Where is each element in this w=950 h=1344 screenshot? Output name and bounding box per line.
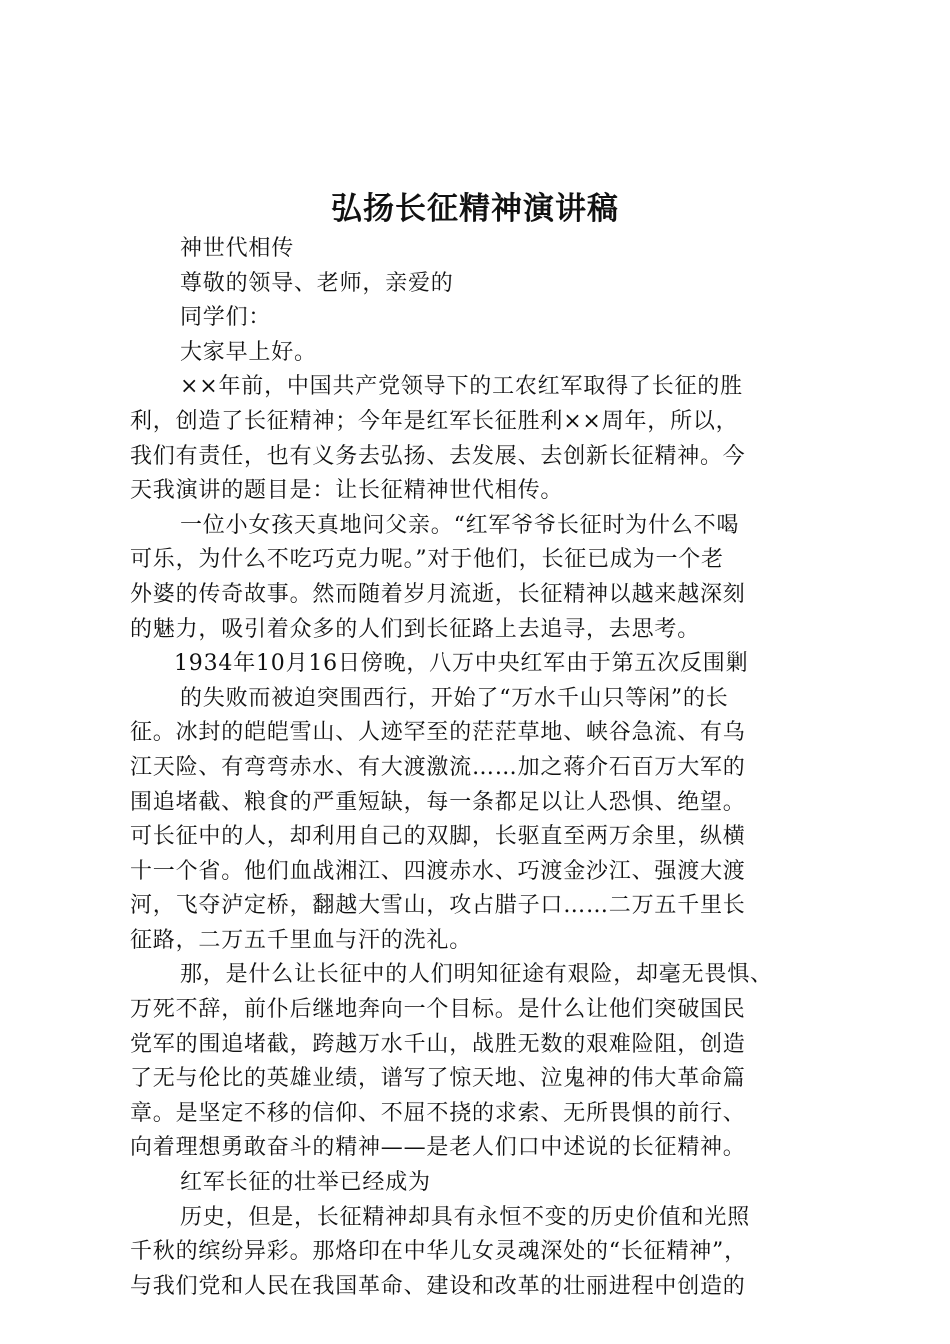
text-line: 章。是坚定不移的信仰、不屈不挠的求索、无所畏惧的前行、 [130, 1100, 746, 1126]
text-line: 党军的围追堵截，跨越万水千山，战胜无数的艰难险阻，创造 [130, 1031, 746, 1057]
text-line: 的失败而被迫突围西行，开始了“万水千山只等闲”的长 [180, 685, 729, 711]
text-line: ××年前，中国共产党领导下的工农红军取得了长征的胜 [180, 374, 743, 400]
text-line: 的魅力，吸引着众多的人们到长征路上去追寻，去思考。 [130, 616, 701, 642]
text-line: 尊敬的领导、老师，亲爱的 [180, 270, 454, 296]
text-line: 征路，二万五千里血与汗的洗礼。 [130, 927, 473, 953]
text-line: 千秋的缤纷异彩。那烙印在中华儿女灵魂深处的“长征精神”， [130, 1239, 747, 1265]
text-line: 神世代相传 [180, 236, 295, 261]
text-line: 万死不辞，前仆后继地奔向一个目标。是什么让他们突破国民 [130, 997, 746, 1023]
document-title: 弘扬长征精神演讲稿 [331, 191, 619, 227]
text-line: 十一个省。他们血战湘江、四渡赤水、巧渡金沙江、强渡大渡 [130, 858, 746, 884]
text-line: 大家早上好。 [180, 339, 317, 365]
text-line: 我们有责任，也有义务去弘扬、去发展、去创新长征精神。今 [130, 443, 746, 469]
text-line: 一位小女孩天真地问父亲。“红军爷爷长征时为什么不喝 [180, 512, 740, 538]
text-line: 可乐，为什么不吃巧克力呢。”对于他们，长征已成为一个老 [130, 547, 724, 573]
text-line: 向着理想勇敢奋斗的精神——是老人们口中述说的长征精神。 [130, 1135, 746, 1161]
text-line: 围追堵截、粮食的严重短缺，每一条都足以让人恐惧、绝望。 [130, 789, 746, 815]
text-line: 利，创造了长征精神；今年是红军长征胜利××周年，所以， [130, 408, 739, 434]
text-line: 历史，但是，长征精神却具有永恒不变的历史价值和光照 [180, 1204, 751, 1230]
text-line: 天我演讲的题目是：让长征精神世代相传。 [130, 478, 564, 504]
document-body [130, 232, 830, 1304]
text-line: 1934年10月16日傍晚，八万中央红军由于第五次反围剿 [174, 651, 749, 677]
text-line: 河，飞夺泸定桥，翻越大雪山，攻占腊子口……二万五千里长 [130, 893, 746, 919]
text-line: 可长征中的人，却利用自己的双脚，长驱直至两万余里，纵横 [130, 824, 746, 850]
text-line: 外婆的传奇故事。然而随着岁月流逝，长征精神以越来越深刻 [130, 581, 746, 607]
text-line: 同学们： [180, 305, 272, 331]
text-line: 江天险、有弯弯赤水、有大渡激流……加之蒋介石百万大军的 [130, 754, 746, 780]
text-line: 红军长征的壮举已经成为 [180, 1170, 431, 1196]
text-line: 与我们党和人民在我国革命、建设和改革的壮丽进程中创造的 [130, 1273, 746, 1299]
text-line: 了无与伦比的英雄业绩，谱写了惊天地、泣鬼神的伟大革命篇 [130, 1066, 746, 1092]
text-line: 征。冰封的皑皑雪山、人迹罕至的茫茫草地、峡谷急流、有乌 [130, 720, 746, 746]
text-line: 那，是什么让长征中的人们明知征途有艰险，却毫无畏惧、 [180, 962, 773, 988]
